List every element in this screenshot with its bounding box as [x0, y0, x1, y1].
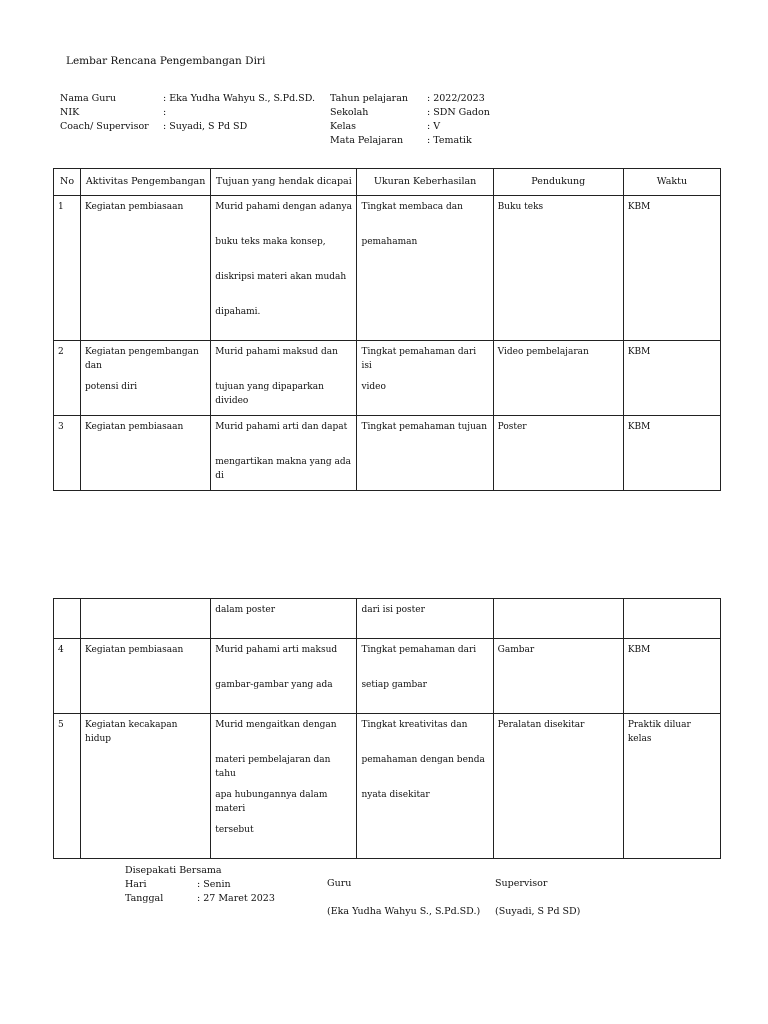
cell-pendukung [493, 196, 623, 341]
cell-line [58, 823, 76, 858]
supervisor-signature-name: (Suyadi, S Pd SD) [495, 906, 581, 917]
agreement-heading: Disepakati Bersama [125, 865, 222, 876]
info-value: : [163, 107, 167, 118]
cell-aktivitas [81, 714, 211, 859]
info-label: Sekolah [330, 107, 369, 118]
cell-line: Tingkat membaca dan [361, 202, 463, 212]
cell-line [628, 823, 716, 858]
cell-line [628, 788, 716, 823]
cell-line: 2 [58, 347, 64, 357]
cell-waktu [623, 714, 720, 859]
cell-pendukung [493, 416, 623, 491]
cell-line: KBM [627, 422, 651, 432]
cell-no [54, 341, 81, 416]
info-value: : 2022/2023 [427, 93, 485, 104]
cell-line: 3 [58, 422, 64, 432]
table-row [54, 341, 721, 416]
cell-line [85, 753, 206, 788]
cell-line: Murid pahami dengan adanya [215, 202, 353, 212]
cell-line [58, 603, 76, 638]
cell-line: diskripsi materi akan mudah [215, 272, 347, 282]
cell-line [498, 823, 619, 858]
cell-tujuan [211, 639, 357, 714]
cell-line [58, 235, 76, 270]
cell-line: Murid pahami arti dan dapat [215, 422, 348, 432]
info-label: Nama Guru [60, 93, 117, 104]
supervisor-signature-label: Supervisor [495, 878, 548, 889]
agreement-day [125, 878, 275, 892]
info-row [330, 134, 490, 148]
info-label: NIK [60, 107, 80, 118]
cell-line [85, 455, 206, 490]
cell-line [58, 380, 76, 415]
cell-aktivitas [81, 196, 211, 341]
cell-pendukung [493, 341, 623, 416]
info-row [330, 120, 490, 134]
cell-line: Video pembelajaran [497, 347, 589, 357]
cell-line: video [361, 382, 386, 392]
guru-signature-name: (Eka Yudha Wahyu S., S.Pd.SD.) [327, 906, 481, 917]
cell-line: Kegiatan kecakapan hidup [85, 720, 178, 744]
header-ukuran: Ukuran Keberhasilan [357, 169, 493, 196]
cell-tujuan [211, 416, 357, 491]
cell-line [361, 455, 488, 490]
cell-line [85, 270, 206, 305]
cell-waktu [623, 416, 720, 491]
info-label: Tahun pelajaran [330, 93, 408, 104]
table-row [54, 639, 721, 714]
cell-waktu [623, 639, 720, 714]
cell-line: tersebut [215, 825, 254, 835]
cell-pendukung [493, 639, 623, 714]
cell-line: setiap gambar [361, 680, 427, 690]
cell-aktivitas [81, 639, 211, 714]
cell-line: KBM [627, 645, 651, 655]
development-plan-table-page-2 [53, 598, 721, 859]
cell-line [628, 455, 716, 490]
info-label: Kelas [330, 121, 357, 132]
cell-line [58, 753, 76, 788]
cell-line [58, 788, 76, 823]
info-label: Coach/ Supervisor [60, 121, 149, 132]
cell-line: Murid mengaitkan dengan [215, 720, 337, 730]
cell-tujuan [211, 196, 357, 341]
cell-line: Tingkat pemahaman tujuan [361, 422, 488, 432]
header-waktu: Waktu [623, 169, 720, 196]
cell-pendukung [493, 599, 623, 639]
cell-line: tujuan yang dipaparkan divideo [215, 382, 324, 406]
cell-line [85, 305, 206, 340]
cell-ukuran [357, 639, 493, 714]
table-row [54, 714, 721, 859]
cell-line [628, 603, 716, 638]
table-header-row [54, 169, 721, 196]
cell-line [498, 788, 619, 823]
cell-line [498, 455, 619, 490]
cell-no [54, 639, 81, 714]
date-label: Tanggal [125, 893, 164, 904]
cell-line: mengartikan makna yang ada di [215, 457, 352, 481]
cell-aktivitas [81, 599, 211, 639]
cell-line [498, 235, 619, 270]
cell-tujuan [211, 714, 357, 859]
header-aktivitas: Aktivitas Pengembangan [81, 169, 211, 196]
cell-line [628, 753, 716, 788]
guru-signature-label: Guru [327, 878, 352, 889]
cell-line: buku teks maka konsep, [215, 237, 326, 247]
cell-line: potensi diri [85, 382, 138, 392]
cell-line [85, 603, 206, 638]
cell-line: Kegiatan pembiasaan [85, 645, 184, 655]
cell-line: Murid pahami maksud dan [215, 347, 338, 357]
cell-line [85, 788, 206, 823]
table-row [54, 599, 721, 639]
cell-line: Kegiatan pengembangan dan [85, 347, 199, 371]
cell-line: Tingkat pemahaman dari [361, 645, 477, 655]
cell-line [58, 678, 76, 713]
cell-line [628, 270, 716, 305]
day-label: Hari [125, 879, 147, 890]
cell-no [54, 196, 81, 341]
cell-line: Poster [497, 422, 527, 432]
cell-ukuran [357, 341, 493, 416]
cell-line: Murid pahami arti maksud [215, 645, 338, 655]
info-label: Mata Pelajaran [330, 135, 404, 146]
info-value: : Eka Yudha Wahyu S., S.Pd.SD. [163, 93, 315, 104]
cell-line: Praktik diluar kelas [627, 720, 691, 744]
cell-line: dalam poster [215, 605, 276, 615]
cell-line: apa hubungannya dalam materi [215, 790, 328, 814]
cell-line [58, 305, 76, 340]
cell-aktivitas [81, 341, 211, 416]
info-row [330, 92, 490, 106]
table-row [54, 416, 721, 491]
cell-line [498, 678, 619, 713]
cell-line: dipahami. [215, 307, 261, 317]
cell-line: dari isi poster [361, 605, 425, 615]
cell-line: KBM [627, 347, 651, 357]
cell-ukuran [357, 714, 493, 859]
cell-no [54, 599, 81, 639]
cell-ukuran [357, 599, 493, 639]
cell-line [628, 305, 716, 340]
cell-line: nyata disekitar [361, 790, 430, 800]
cell-line [85, 235, 206, 270]
cell-line [361, 305, 488, 340]
cell-line: pemahaman dengan benda [361, 755, 485, 765]
cell-line [498, 753, 619, 788]
cell-line: Tingkat kreativitas dan [361, 720, 468, 730]
info-row [330, 106, 490, 120]
cell-ukuran [357, 416, 493, 491]
cell-no [54, 416, 81, 491]
header-tujuan: Tujuan yang hendak dicapai [211, 169, 357, 196]
cell-line: Buku teks [497, 202, 544, 212]
cell-line: 5 [58, 720, 64, 730]
cell-line [498, 305, 619, 340]
cell-waktu [623, 196, 720, 341]
day-value: : Senin [197, 879, 231, 890]
cell-line [498, 380, 619, 415]
cell-line: Peralatan disekitar [497, 720, 585, 730]
cell-line: 4 [58, 645, 64, 655]
agreement-date [125, 892, 275, 906]
cell-line [361, 270, 488, 305]
info-row [60, 120, 315, 134]
cell-line [58, 455, 76, 490]
info-value: : SDN Gadon [427, 107, 490, 118]
cell-line: materi pembelajaran dan tahu [215, 755, 331, 779]
cell-line [498, 270, 619, 305]
cell-waktu [623, 341, 720, 416]
cell-line: Kegiatan pembiasaan [85, 202, 184, 212]
cell-line [85, 678, 206, 713]
info-row [60, 92, 315, 106]
cell-line: pemahaman [361, 237, 418, 247]
cell-line [628, 235, 716, 270]
cell-line: Gambar [497, 645, 535, 655]
info-row [60, 106, 315, 120]
cell-line [628, 380, 716, 415]
cell-line [628, 678, 716, 713]
info-value: : Tematik [427, 135, 472, 146]
cell-tujuan [211, 599, 357, 639]
info-value: : Suyadi, S Pd SD [163, 121, 248, 132]
cell-line: gambar-gambar yang ada [215, 680, 333, 690]
cell-line: 1 [58, 202, 64, 212]
cell-line: Kegiatan pembiasaan [85, 422, 184, 432]
teacher-info [60, 92, 315, 134]
header-pendukung: Pendukung [493, 169, 623, 196]
agreement-block [125, 864, 275, 906]
cell-tujuan [211, 341, 357, 416]
cell-pendukung [493, 714, 623, 859]
cell-line [58, 270, 76, 305]
development-plan-table-page-1 [53, 168, 721, 491]
school-info [330, 92, 490, 148]
cell-no [54, 714, 81, 859]
header-no: No [54, 169, 81, 196]
document-title: Lembar Rencana Pengembangan Diri [66, 55, 266, 67]
table-row [54, 196, 721, 341]
info-value: : V [427, 121, 441, 132]
cell-aktivitas [81, 416, 211, 491]
cell-line: KBM [627, 202, 651, 212]
cell-line [361, 823, 488, 858]
date-value: : 27 Maret 2023 [197, 893, 275, 904]
cell-line [498, 603, 619, 638]
cell-line: Tingkat pemahaman dari isi [361, 347, 477, 371]
cell-ukuran [357, 196, 493, 341]
cell-waktu [623, 599, 720, 639]
cell-line [85, 823, 206, 858]
